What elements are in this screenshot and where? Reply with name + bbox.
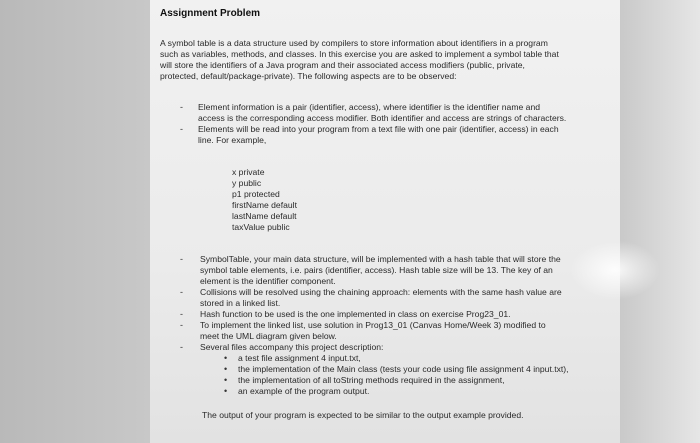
aspect-line: Elements will be read into your program from a text file with one pair (identifier, access) in each: [198, 124, 559, 134]
screen-glare: [570, 240, 660, 300]
bullet-dash: -: [180, 320, 183, 330]
bullet-dash: -: [180, 254, 183, 264]
aspect-line: symbol table elements, i.e. pairs (identifier, access). Hash table size will be 13. The key of an: [200, 265, 553, 275]
aspect-line: SymbolTable, your main data structure, will be implemented with a hash table that will store the: [200, 254, 561, 264]
example-line: p1 protected: [232, 189, 280, 199]
background-right: [620, 0, 700, 443]
example-line: x private: [232, 167, 265, 177]
bullet-dash: -: [180, 309, 183, 319]
aspect-line: Hash function to be used is the one implemented in class on exercise Prog23_01.: [200, 309, 511, 319]
aspect-line: To implement the linked list, use solution in Prog13_01 (Canvas Home/Week 3) modified to: [200, 320, 546, 330]
bullet-dot: •: [224, 353, 228, 363]
aspect-line: Collisions will be resolved using the chaining approach: elements with the same hash value are: [200, 287, 562, 297]
closing-line: The output of your program is expected to be similar to the output example provided.: [202, 410, 524, 420]
aspect-line: access is the corresponding access modifier. Both identifier and access are strings of characters.: [198, 113, 567, 123]
intro-line: protected, default/package-private). The following aspects are to be observed:: [160, 71, 457, 81]
example-line: y public: [232, 178, 262, 188]
example-line: firstName default: [232, 200, 297, 210]
bullet-dot: •: [224, 375, 228, 385]
aspect-line: meet the UML diagram given below.: [200, 331, 337, 341]
example-line: taxValue public: [232, 222, 290, 232]
aspect-line: line. For example,: [198, 135, 267, 145]
aspect-line: Several files accompany this project description:: [200, 342, 384, 352]
file-item: a test file assignment 4 input.txt,: [238, 353, 361, 363]
intro-line: A symbol table is a data structure used by compilers to store information about identifiers in a program: [160, 38, 548, 48]
page-title: Assignment Problem: [160, 8, 261, 19]
intro-line: will store the identifiers of a Java program and their associated access modifiers (public, private,: [160, 60, 525, 70]
file-item: the implementation of the Main class (tests your code using file assignment 4 input.txt),: [238, 364, 569, 374]
bullet-dot: •: [224, 386, 228, 396]
file-item: an example of the program output.: [238, 386, 370, 396]
bullet-dash: -: [180, 124, 183, 134]
aspect-line: element is the identifier component.: [200, 276, 336, 286]
intro-line: such as variables, methods, and classes. In this exercise you are asked to implement a symbol table that: [160, 49, 559, 59]
file-item: the implementation of all toString methods required in the assignment,: [238, 375, 505, 385]
bullet-dash: -: [180, 102, 183, 112]
background-left: [0, 0, 150, 443]
aspect-line: Element information is a pair (identifier, access), where identifier is the identifier name and: [198, 102, 541, 112]
aspect-line: stored in a linked list.: [200, 298, 281, 308]
bullet-dot: •: [224, 364, 228, 374]
example-line: lastName default: [232, 211, 297, 221]
bullet-dash: -: [180, 342, 183, 352]
bullet-dash: -: [180, 287, 183, 297]
